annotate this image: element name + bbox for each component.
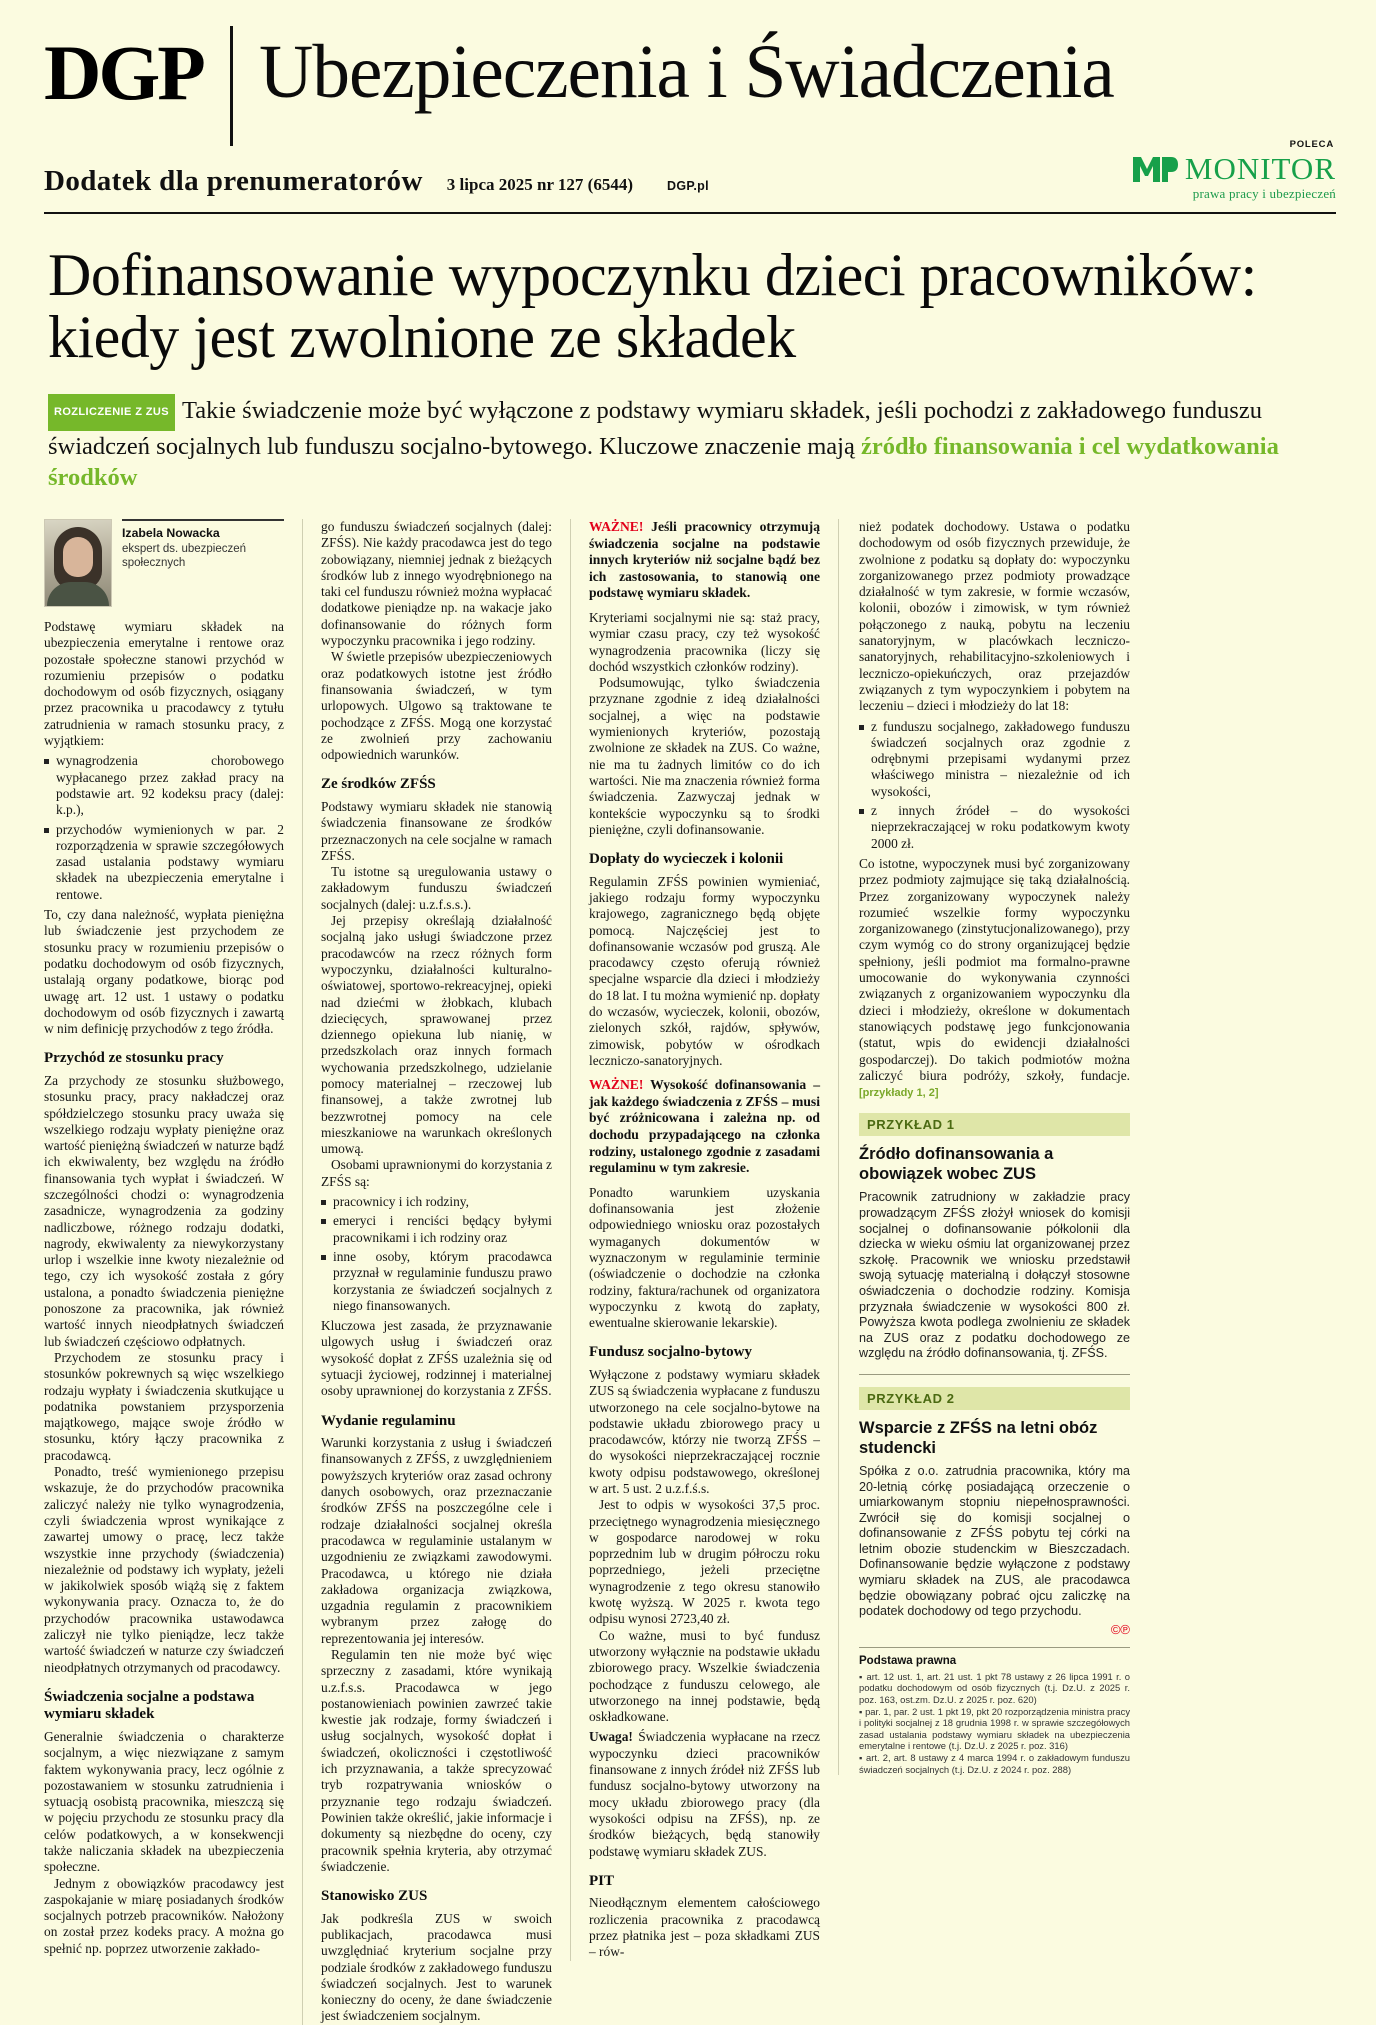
paragraph: Jak podkreśla ZUS w swoich publikacjach, pracodawca musi uwzględniać kryterium socjalne przy podziale środków z zakładowego funduszu świadczeń socjalnych. Jest to warunek konieczny do oceny, że dane świadczenie jest świadczeniem socjalnym. — [321, 1910, 552, 2024]
bullet-list — [44, 753, 284, 903]
column-3 — [570, 519, 838, 1961]
author-byline — [44, 519, 284, 607]
paragraph: Podstawę wymiaru składek na ubezpieczenia emerytalne i rentowe oraz pozostałe społeczne stanowi przychód w rozumieniu przepisów o podatku dochodowym od osób fizycznych, osiągany przez pracownika u pracodawcy z tytułu zatrudnienia w ramach stosunku pracy, z wyjątkiem: — [44, 619, 284, 749]
examples-reference[interactable]: [przykłady 1, 2] — [859, 1087, 939, 1100]
author-role: ekspert ds. ubezpieczeń społecznych — [122, 543, 247, 569]
legal-item: ▪ art. 12 ust. 1, art. 21 ust. 1 pkt 78 ustawy z 26 lipca 1991 r. o podatku dochodowym od osób fizycznych (t.j. Dz.U. z 2025 r. poz. 163, ost.zm. Dz.U. z 2025 r. poz. 620) — [859, 1670, 1130, 1706]
paragraph: Generalnie świadczenia o charakterze socjalnym, a więc niezwiązane z samym faktem wykonywania pracy, lecz ogólnie z pozostawaniem w stosunku zatrudnienia i sytuacją osobistą pracownika, mieszczą się w pojęciu przychodu ze stosunku pracy dla celów podatkowych, a w konsekwencji także naliczania składek na ubezpieczenia społeczne. — [44, 1728, 284, 1875]
paragraph: Warunki korzystania z usług i świadczeń finansowanych z ZFŚS, z uwzględnieniem powyższych kryteriów oraz zasad ochrony danych osobowych, oraz przeznaczanie środków ZFŚS na poszczególne cele i rodzaje działalności socjalnej określa pracodawca w regulaminie ustalanym w uzgodnieniu ze związkami zawodowymi. Pracodawca, u którego nie działa zakładowa organizacja związkowa, uzgadnia regulamin z pracownikiem wybranym przez załogę do reprezentowania jej interesów. — [321, 1435, 552, 1646]
legal-basis-body — [859, 1671, 1130, 1775]
list-item: emeryci i renciści będący byłymi pracownikami i ich rodziny oraz — [321, 1213, 552, 1246]
paragraph: Tu istotne są uregulowania ustawy o zakładowym funduszu świadczeń socjalnych (dalej: u.z.f.s.s.). — [321, 864, 552, 912]
masthead-divider — [230, 26, 233, 146]
paragraph: nież podatek dochodowy. Ustawa o podatku dochodowym od osób fizycznych przewiduje, że zwolnione z podatku są dopłaty do: wypoczynku zorganizowanego przez podmioty prowadzące działalność w tym zakresie, w formie wczasów, kolonii, obozów i zimowisk, w tym również połączonego z nauką, pobytu na leczeniu sanatoryjnym, w placówkach leczniczo-sanatoryjnych, rehabilitacyjno-szkoleniowych i leczniczo-opiekuńczych, oraz przejazdów związanych z tym wypoczynkiem i pobytem na leczeniu – dzieci i młodzieży do lat 18: — [859, 519, 1130, 714]
example-1-body: Pracownik zatrudniony w zakładzie pracy prowadzącym ZFŚS złożył wniosek do komisji socjalnej o dofinansowanie półkolonii dla dziecka w wieku ośmiu lat organizowanej przez szkołę. Pracownik we wniosku przedstawił swoją sytuację materialną i dołączył stosowne oświadczenia o dochodzie rodziny. Komisja przyznała świadczenie w wysokości 800 zł. Powyższa kwota podlega zwolnieniu ze składek na ZUS oraz z podatku dochodowego ze względu na źródło dofinansowania, tj. ZFŚS. — [859, 1190, 1130, 1361]
section-heading: Stanowisko ZUS — [321, 1888, 428, 1905]
dgp-logo[interactable]: DGP — [44, 29, 203, 116]
important-label: WAŻNE! — [589, 519, 644, 534]
paragraph: Wyłączone z podstawy wymiaru składek ZUS są świadczenia wypłacane z funduszu utworzonego na cele socjalno-bytowe na podstawie układu zbiorowego pracy u pracodawców, którzy nie tworzą ZFŚS – do wysokości nieprzekraczającej rocznie kwoty odpisu podstawowego, określonej w art. 5 ust. 2 u.z.f.ś.s. — [589, 1366, 820, 1496]
paragraph: Nieodłącznym elementem całościowego rozliczenia pracownika z pracodawcą przez płatnika jest – poza składkami ZUS – rów- — [589, 1895, 820, 1960]
poleca-label: POLECA — [1289, 139, 1334, 150]
section-heading: Fundusz socjalno-bytowy — [589, 1344, 752, 1361]
warning-note — [589, 1729, 820, 1859]
paragraph: Ponadto warunkiem uzyskania dofinansowania jest złożenie odpowiedniego wniosku oraz pozostałych wymaganych dokumentów w wyznaczonym w regulaminie terminie (oświadczenie o dochodzie na członka rodziny, faktura/rachunek od organizatora wypoczynku z kwotą do zapłaty, ewentualne skierowanie lekarskie). — [589, 1184, 820, 1331]
section-heading: Ze środków ZFŚS — [321, 776, 436, 793]
partner-block — [1132, 139, 1336, 202]
list-item: z innych źródeł – do wysokości nieprzekraczającej w roku podatkowym kwoty 2000 zł. — [859, 803, 1130, 852]
section-heading: PIT — [589, 1872, 615, 1889]
divider — [859, 1374, 1130, 1375]
column-4 — [838, 519, 1130, 1775]
list-item: przychodów wymienionych w par. 2 rozporządzenia w sprawie szczegółowych zasad ustalania podstawy wymiaru składek na ubezpieczenia emerytalne i rentowe. — [44, 822, 284, 903]
column-1 — [44, 519, 302, 1957]
kicker-badge: ROZLICZENIE Z ZUS — [48, 394, 175, 431]
paragraph: Ponadto, treść wymienionego przepisu wskazuje, że do przychodów pracownika zaliczyć należy nie tylko wynagrodzenia, czyli świadczenia wprost wynikające z zawartej umowy o pracę, lecz także wszystkie inne przychody (świadczenia) niezależnie od podstawy ich wypłaty, jeżeli w jakikolwiek sposób wiążą się z faktem wykonywania pracy. Oznacza to, że do przychodów pracownika ustawodawca zaliczył nie tylko pieniądze, lecz także wartość świadczeń w naturze czy świadczeń nieodpłatnych otrzymanych od pracodawcy. — [44, 1464, 284, 1675]
paragraph: Co ważne, musi to być fundusz utworzony wyłącznie na podstawie układu zbiorowego pracy. Wszelkie świadczenia pochodzące z funduszu celowego, ale utworzonego na innej podstawie, będą oskładkowane. — [589, 1627, 820, 1725]
important-text: Jeśli pracownicy otrzymują świadczenia socjalne na podstawie innych kryteriów niż socjalne bądź bez ich zastosowania, to stanowią one podstawę wymiaru składek. — [589, 519, 820, 601]
example-2-title: Wsparcie z ZFŚS na letni obóz studencki — [859, 1418, 1098, 1457]
paragraph: Jest to odpis w wysokości 37,5 proc. przeciętnego wynagrodzenia miesięcznego w gospodarce narodowej w roku poprzednim lub w drugim półroczu roku poprzedniego, jeżeli przeciętne wynagrodzenie z tego okresu stanowiło kwotę wyższą. W 2025 r. kwota tego odpisu wynosi 2723,40 zł. — [589, 1497, 820, 1627]
paragraph: Kryteriami socjalnymi nie są: staż pracy, wymiar czasu pracy, czy też wysokość wynagrodzenia pracownika (liczy się dochód wszystkich członków rodziny). — [589, 609, 820, 674]
paragraph: Regulamin ZFŚS powinien wymieniać, jakiego rodzaju formy wypoczynku krajowego, zagranicznego będą objęte pomocą. Najczęściej jest to dofinansowanie wczasów pod gruszą. Ale pracodawcy często oferują również specjalne wsparcie dla dzieci i młodzieży do 18 lat. I tu można wymienić np. dopłaty do wczasów, wycieczek, kolonii, obozów, zielonych szkół, rajdów, spływów, zimowisk, pobytów w ośrodkach leczniczo-sanatoryjnych. — [589, 873, 820, 1068]
paragraph: go funduszu świadczeń socjalnych (dalej: ZFŚS). Nie każdy pracodawca jest do tego zobowiązany, niemniej jednak z bieżących środków lub z innego wyodrębnionego na taki cel funduszu również można wypłacać dodatkowe pieniądze np. na wakacje jako dofinansowanie do różnych form wypoczynku pracownika i jego rodziny. — [321, 519, 552, 649]
mp-logo-icon — [1132, 155, 1178, 183]
site-label[interactable]: DGP.pl — [667, 179, 709, 193]
example-2-body: Spółka z o.o. zatrudnia pracownika, który ma 20-letnią córkę posiadającą orzeczenie o umiarkowanym stopniu niepełnosprawności. Zwrócił się do komisji socjalnej o dofinansowanie z ZFŚS pobytu tej córki na letnim obozie studenckim w Bieszczadach. Dofinansowanie będzie wyłączone z podstawy wymiaru składek na ZUS, ale pracodawca będzie obowiązany pobrać ojcu zaliczkę na podatek dochodowy od tego przychodu. — [859, 1463, 1130, 1619]
important-text: Wysokość dofinansowania – jak każdego świadczenia z ZFŚS – musi być zróżnicowana i zależna np. od dochodu przypadającego na członka rodziny, ustalonego zgodnie z zasadami regulaminu w tym zakresie. — [589, 1077, 820, 1176]
paragraph: W świetle przepisów ubezpieczeniowych oraz podatkowych istotne jest źródło finansowania świadczeń, w tym urlopowych. Ulgowo są traktowane te pochodzące z ZFŚS. Mogą one korzystać ze zwolnień przy zachowaniu odpowiednich warunków. — [321, 649, 552, 763]
legal-item: ▪ par. 1, par. 2 ust. 1 pkt 19, pkt 20 rozporządzenia ministra pracy i polityki socjalnej z 18 grudnia 1998 r. w sprawie szczegółowych zasad ustalania podstawy wymiaru składek na ubezpieczenia emerytalne i rentowe (t.j. Dz.U. z 2025 r. poz. 316) — [859, 1705, 1131, 1752]
paragraph: Za przychody ze stosunku służbowego, stosunku pracy, pracy nakładczej oraz spółdzielczego stosunku pracy uważa się wszelkiego rodzaju wypłaty pieniężne oraz wartość pieniężną świadczeń w naturze bądź ich ekwiwalenty, bez względu na źródło finansowania tych wypłat i świadczeń. W szczególności chodzi o: wynagrodzenia zasadnicze, wynagrodzenia za godziny nadliczbowe, różnego rodzaju dodatki, nagrody, ekwiwalenty za niewykorzystany urlop i wszelkie inne kwoty niezależnie od tego, czy ich wysokość została z góry ustalona, a ponadto świadczenia pieniężne ponoszone za pracownika, jak również wartość innych nieodpłatnych świadczeń lub świadczeń częściowo odpłatnych. — [44, 1072, 284, 1349]
author-name: Izabela Nowacka — [122, 526, 220, 540]
masthead — [44, 24, 1336, 132]
legal-item: ▪ art. 2, art. 8 ustawy z 4 marca 1994 r. o zakładowym funduszu świadczeń socjalnych (t.j. Dz.U. z 2024 r. poz. 288) — [859, 1752, 1130, 1775]
column-2 — [302, 519, 570, 2025]
bullet-list — [321, 1194, 552, 1314]
supplement-label: Dodatek dla prenumeratorów — [44, 165, 423, 197]
lead-highlight: źródło finansowania i cel wydatkowania środków — [48, 433, 1279, 491]
paragraph: Podsumowując, tylko świadczenia przyznane zgodnie z ideą działalności socjalnej, a więc na podstawie wymienionych kryteriów, pozostają zwolnione ze składek na ZUS. Co ważne, nie ma tu żadnych limitów co do ich wartości. Nie ma znaczenia również forma świadczenia. Zazwyczaj jednak w kontekście wypoczynku są to środki pieniężne, czyli dofinansowanie. — [589, 675, 820, 837]
list-item: wynagrodzenia chorobowego wypłacanego przez zakład pracy na podstawie art. 92 kodeksu pracy (dalej: k.p.), — [44, 753, 284, 818]
section-heading: Świadczenia socjalne a podstawa wymiaru składek — [44, 1688, 255, 1723]
list-item: inne osoby, którym pracodawca przyznał w regulaminie funduszu prawo korzystania ze świadczeń socjalnych z niego finansowanych. — [321, 1249, 552, 1314]
paragraph: To, czy dana należność, wypłata pieniężna lub świadczenie jest przychodem ze stosunku pracy w rozumieniu przepisów o podatku dochodowym od osób fizycznych, ustalają organy podatkowe, biorąc pod uwagę art. 12 ust. 1 ustawy o podatku dochodowym od osób fizycznych i zawartą w nim definicję przychodów z tego źródła. — [44, 907, 284, 1037]
paragraph: Regulamin ten nie może być więc sprzeczny z zasadami, które wynikają u.z.f.s.s. Pracodawca w jego postanowieniach powinien zawrzeć takie kwestie jak rodzaje, formy świadczeń i usług socjalnych, wysokość dopłat i świadczeń, okoliczności i częstotliwość ich przyznawania, a także sprecyzować tryb rozpatrywania wniosków o przyznanie tego rodzaju świadczeń. Powinien także określić, jakie informacje i dokumenty są niezbędne do oceny, czy pracownik spełnia kryteria, aby otrzymać świadczenie. — [321, 1647, 552, 1874]
copyright-mark: ©℗ — [1110, 1621, 1130, 1637]
paragraph-text: Co istotne, wypoczynek musi być zorganizowany przez podmioty zajmujące się taką działalnością. Przez zorganizowany wypoczynek należy rozumieć wszelkie formy wypoczynku zorganizowanego (zinstytucjonalizowanego), przy czym wymóg co do strony organizującej będzie spełniony, jeśli podmiot ma formalno-prawne umocowanie do wykonywania czynności związanych z organizowaniem wypoczynku dla dzieci i młodzieży, określone w dokumentach stanowiących podstawę jego funkcjonowania (statut, wpis do ewidencji działalności gospodarczej). Do takich podmiotów można zaliczyć biura podróży, szkoły, fundacje. — [859, 855, 1130, 1083]
section-heading: Przychód ze stosunku pracy — [44, 1050, 224, 1067]
legal-basis-heading: Podstawa prawna — [859, 1647, 1130, 1667]
paragraph: Podstawy wymiaru składek nie stanowią świadczenia finansowane ze środków przeznaczonych na cele socjalne w ramach ZFŚS. — [321, 798, 552, 863]
list-item: z funduszu socjalnego, zakładowego funduszu świadczeń socjalnych oraz zgodnie z odrębnymi przepisami wydanymi przez właściwego ministra – niezależnie od ich wysokości, — [859, 719, 1130, 800]
important-label: WAŻNE! — [589, 1077, 644, 1093]
paragraph: Kluczowa jest zasada, że przyznawanie ulgowych usług i świadczeń oraz wysokość dopłat z ZFŚS uzależnia się od sytuacji życiowej, rodzinnej i materialnej osoby uprawnionej do korzystania z ZFŚS. — [321, 1318, 552, 1399]
example-1-title: Źródło dofinansowania a obowiązek wobec ZUS — [859, 1145, 1054, 1184]
warning-text: Świadczenia wypłacane na rzecz wypoczynku dzieci pracowników finansowane z innych źródeł niż ZFŚS lub fundusz socjalno-bytowy utworzony na mocy układu zbiorowego pracy (dla wysokości odpisu na ZFŚS), np. ze środków bieżących, będą stanowiły podstawę wymiaru składek ZUS. — [589, 1729, 820, 1859]
section-title: Ubezpieczenia i Świadczenia — [258, 30, 1114, 114]
section-heading: Dopłaty do wycieczek i kolonii — [589, 851, 784, 868]
important-note-1 — [589, 519, 820, 602]
issue-line: 3 lipca 2025 nr 127 (6544) — [446, 175, 634, 194]
paragraph: Przychodem ze stosunku pracy i stosunków pokrewnych są więc wszelkiego rodzaju wypłaty i świadczenia skutkujące u podatnika powstaniem przysporzenia majątkowego, mające swoje źródło w stosunku, który łączy pracownika z pracodawcą. — [44, 1349, 284, 1463]
lead-text: Takie świadczenie może być wyłączone z podstawy wymiaru składek, jeśli pochodzi z zakładowego funduszu świadczeń socjalnych lub funduszu socjalno-bytowego. Kluczowe znaczenie mają — [48, 397, 1262, 460]
paragraph: Jednym z obowiązków pracodawcy jest zaspokajanie w miarę posiadanych środków socjalnych potrzeb pracowników. Nałożony on został przez kodeks pracy. A można go spełnić np. poprzez utworzenie zakłado- — [44, 1875, 284, 1956]
example-1-label: PRZYKŁAD 1 — [859, 1113, 1130, 1136]
paragraph: Jej przepisy określają działalność socjalną jako usługi świadczone przez pracodawców na rzecz różnych form wypoczynku, działalności kulturalno-oświatowej, sportowo-rekreacyjnej, opieki nad dziećmi w żłobkach, klubach dziecięcych, sprawowanej przez dziennego opiekuna lub nianię, w przedszkolach oraz innych formach wychowania przedszkolnego, udzielanie pomocy materialnej – rzeczowej lub finansowej, a także zwrotnej lub bezzwrotnej pomocy na cele mieszkaniowe na warunkach określonych umową. — [321, 913, 552, 1157]
masthead-rule — [44, 212, 1336, 214]
partner-tagline: prawa pracy i ubezpieczeń — [1192, 186, 1336, 201]
list-item: pracownicy i ich rodziny, — [321, 1194, 552, 1210]
partner-name: MONITOR — [1184, 151, 1336, 186]
paragraph — [859, 856, 1130, 1101]
section-heading: Wydanie regulaminu — [321, 1412, 456, 1429]
article-columns — [44, 519, 1336, 2025]
page-title: Dofinansowanie wypoczynku dzieci pracowników: kiedy jest zwolnione ze składek — [48, 242, 1257, 370]
avatar — [44, 519, 112, 607]
article-lead — [48, 394, 1336, 493]
example-2-label: PRZYKŁAD 2 — [859, 1387, 1130, 1410]
warning-label: Uwaga! — [589, 1729, 633, 1745]
bullet-list — [859, 719, 1130, 852]
important-note-2 — [589, 1077, 820, 1177]
paragraph: Osobami uprawnionymi do korzystania z ZFŚS są: — [321, 1157, 552, 1189]
supplement-bar — [44, 139, 1336, 201]
